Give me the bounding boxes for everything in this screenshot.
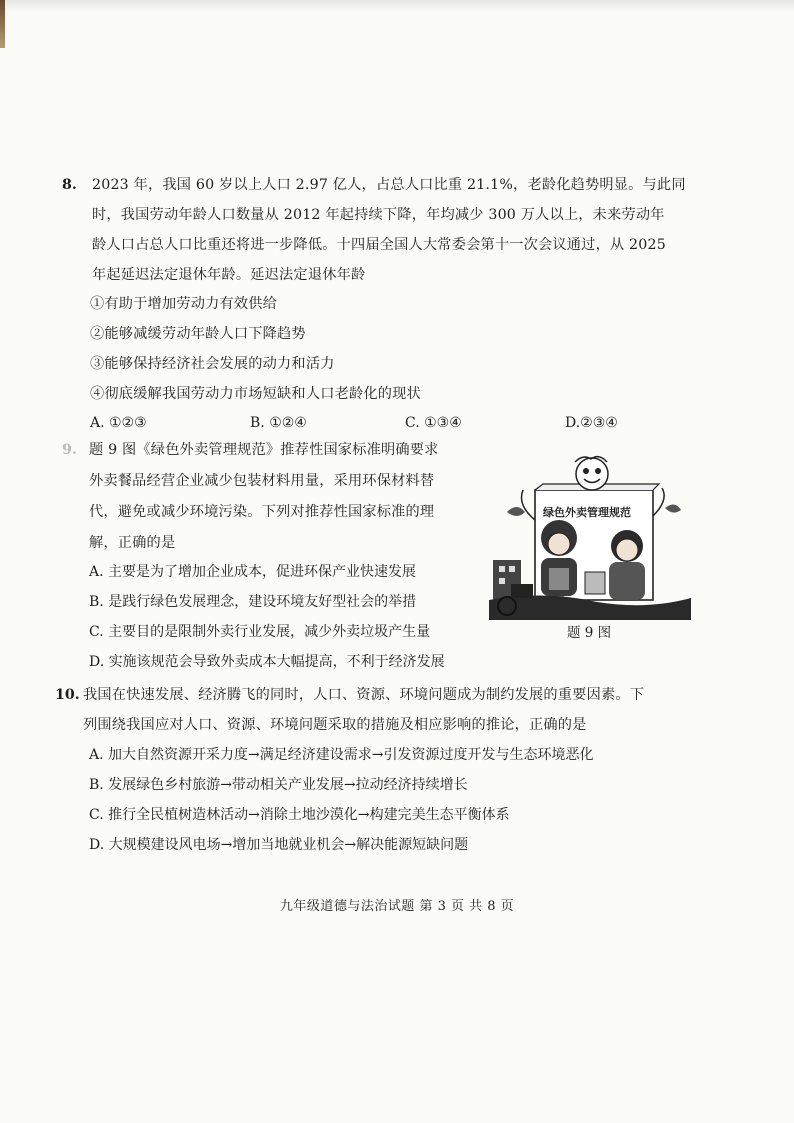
statement-3: ③能够保持经济社会发展的动力和活力	[90, 356, 335, 372]
question-number: 8.	[62, 177, 77, 193]
option-d: D. 实施该规范会导致外卖成本大幅提高，不利于经济发展	[89, 654, 445, 670]
question-stem-line: 代，避免或减少环境污染。下列对推荐性国家标准的理	[89, 504, 435, 520]
option-b: B. 是践行绿色发展理念，建设环境友好型社会的举措	[89, 594, 417, 610]
figure-9-illustration	[487, 450, 693, 620]
option-b: B. ①②④	[250, 415, 307, 431]
option-c: C. 推行全民植树造林活动→消除土地沙漠化→构建完美生态平衡体系	[89, 807, 510, 823]
question-stem-line: 时，我国劳动年龄人口数量从 2012 年起持续下降，年均减少 300 万人以上，未来劳动年	[92, 207, 665, 223]
option-c: C. ①③④	[405, 415, 462, 431]
scan-top-shadow	[0, 0, 794, 12]
question-stem-line: 我国在快速发展、经济腾飞的同时，人口、资源、环境问题成为制约发展的重要因素。下	[83, 687, 645, 703]
figure-caption: 题 9 图	[567, 625, 612, 641]
option-d: D. 大规模建设风电场→增加当地就业机会→解决能源短缺问题	[89, 837, 469, 853]
question-stem-line: 题 9 图《绿色外卖管理规范》推荐性国家标准明确要求	[89, 442, 439, 458]
option-a: A. 加大自然资源开采力度→满足经济建设需求→引发资源过度开发与生态环境恶化	[89, 747, 594, 763]
option-a: A. 主要是为了增加企业成本，促进环保产业快速发展	[89, 564, 417, 580]
question-stem-line: 列围绕我国应对人口、资源、环境问题采取的措施及相应影响的推论，正确的是	[83, 717, 587, 733]
question-stem-line: 龄人口占总人口比重还将进一步降低。十四届全国人大常委会第十一次会议通过，从 2025	[92, 237, 666, 253]
question-stem-line: 2023 年，我国 60 岁以上人口 2.97 亿人，占总人口比重 21.1%，老龄化趋势明显。与此同	[92, 177, 686, 193]
cartoon-illustration	[487, 450, 693, 620]
option-a: A. ①②③	[90, 415, 147, 431]
statement-1: ①有助于增加劳动力有效供给	[90, 296, 278, 312]
figure-sign-label: 绿色外卖管理规范	[543, 506, 631, 519]
option-b: B. 发展绿色乡村旅游→带动相关产业发展→拉动经济持续增长	[89, 777, 468, 793]
question-number: 9.	[62, 442, 77, 458]
scan-left-edge	[0, 0, 5, 48]
option-d: D.②③④	[565, 415, 618, 431]
statement-4: ④彻底缓解我国劳动力市场短缺和人口老龄化的现状	[90, 386, 421, 402]
question-stem-line: 年起延迟法定退休年龄。延迟法定退休年龄	[92, 267, 366, 283]
question-number: 10.	[55, 687, 80, 703]
statement-2: ②能够减缓劳动年龄人口下降趋势	[90, 326, 306, 342]
question-stem-line: 外卖餐品经营企业减少包装材料用量，采用环保材料替	[89, 473, 435, 489]
page-footer: 九年级道德与法治试题 第 3 页 共 8 页	[279, 899, 515, 914]
question-stem-line: 解，正确的是	[89, 535, 176, 551]
option-c: C. 主要目的是限制外卖行业发展，减少外卖垃圾产生量	[89, 624, 431, 640]
